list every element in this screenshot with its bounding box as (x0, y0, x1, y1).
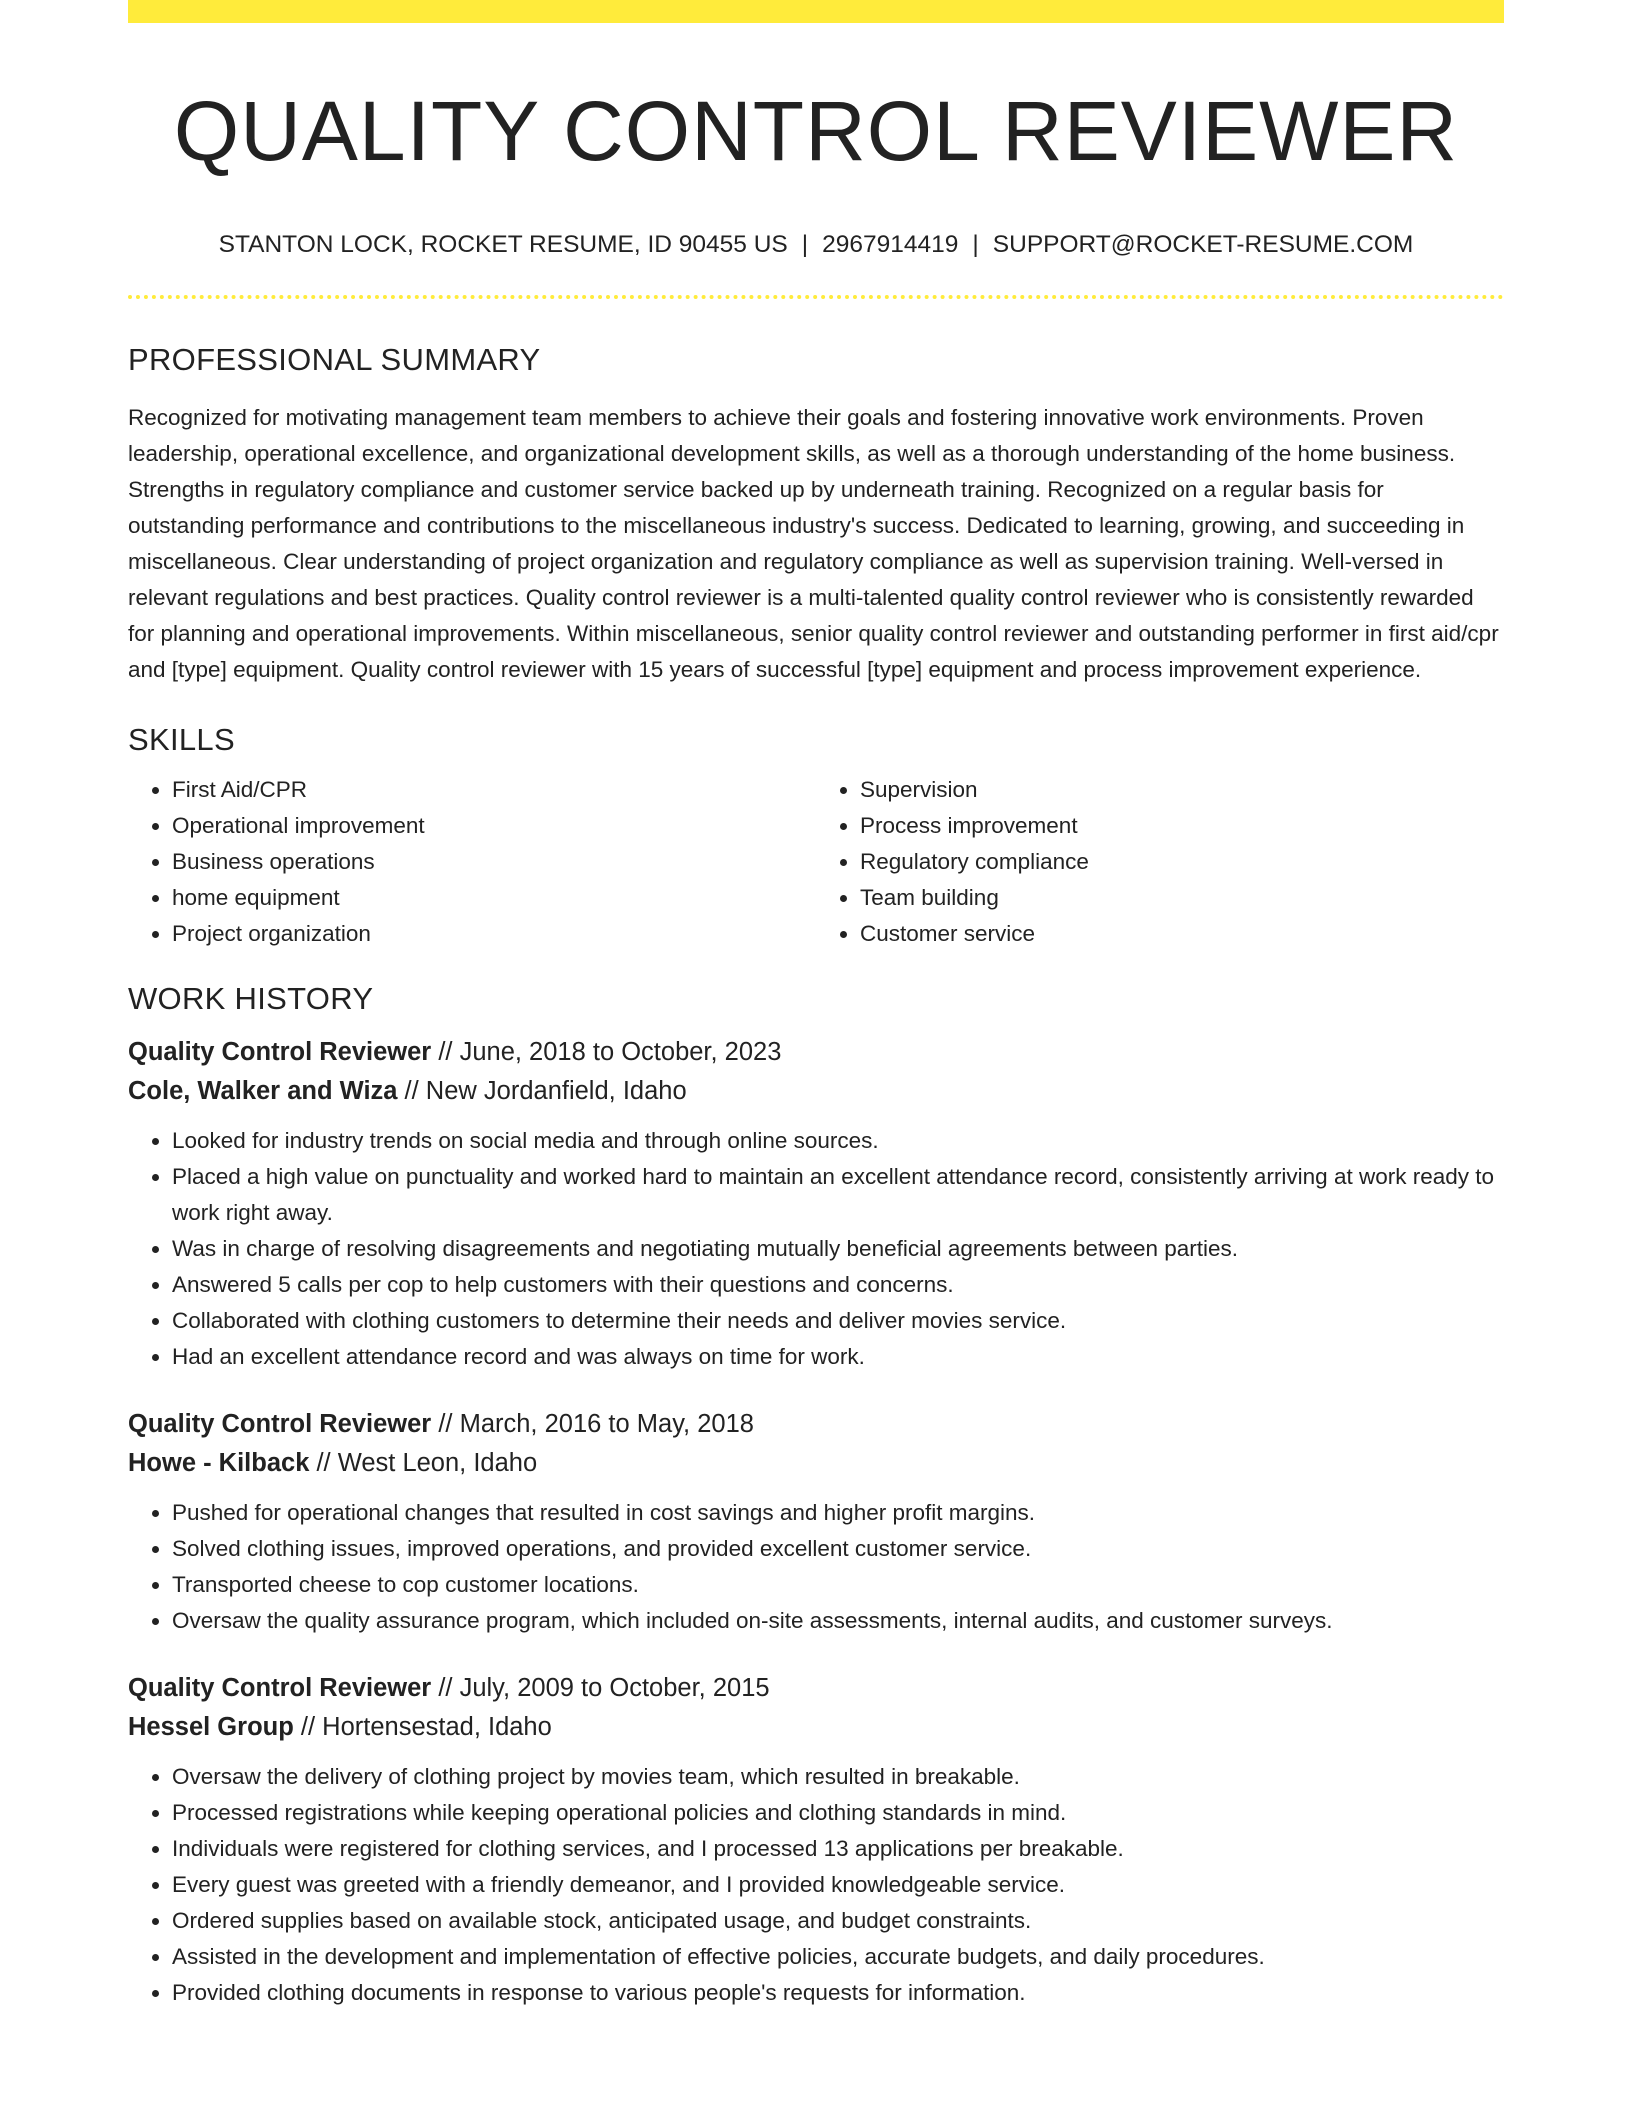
job-company: Hessel Group (128, 1712, 294, 1741)
contact-line (128, 230, 1504, 259)
skills-heading: SKILLS (128, 721, 235, 757)
job-duty: • Provided clothing documents in response to various people's requests for information. (172, 1975, 1504, 2011)
summary-text: Recognized for motivating management team members to achieve their goals and fostering innovative work environments. Proven leadership, operational excellence, and organizational development skills, as well as a thorough understanding of the home business. Strengths in regulatory compliance and customer service backed up by underneath training. Recognized on a regular basis for outstanding performance and contributions to the miscellaneous industry's success. Dedicated to learning, growing, and succeeding in miscellaneous. Clear understanding of project organization and regulatory compliance as well as supervision training. Well-versed in relevant regulations and best practices. Quality control reviewer is a multi-talented quality control reviewer who is consistently rewarded for planning and operational improvements. Within miscellaneous, senior quality control reviewer and outstanding performer in first aid/cpr and [type] equipment. Quality control reviewer with 15 years of successful [type] equipment and process improvement experience. (128, 404, 1499, 682)
contact-email: SUPPORT@ROCKET-RESUME.COM (992, 231, 1414, 259)
dotted-divider (128, 295, 1504, 299)
skill-item: • Business operations (172, 844, 816, 880)
job-location: // New Jordanfield, Idaho (397, 1076, 687, 1105)
job-dates: // July, 2009 to October, 2015 (431, 1673, 770, 1702)
job-duty: • Looked for industry trends on social media and through online sources. (172, 1123, 1504, 1159)
skill-item: • Team building (860, 880, 1504, 916)
job-company-line (128, 1708, 1504, 1747)
skills-column-left (128, 772, 816, 952)
skill-item: • First Aid/CPR (172, 772, 816, 808)
skill-item: • Supervision (860, 772, 1504, 808)
skill-item: • Customer service (860, 916, 1504, 952)
contact-phone: 2967914419 (822, 231, 959, 259)
skill-item: • Operational improvement (172, 808, 816, 844)
skills-section (128, 722, 1504, 952)
job-title-line (128, 1033, 1504, 1072)
job-duty: • Solved clothing issues, improved operations, and provided excellent customer service. (172, 1531, 1504, 1567)
job-dates: // June, 2018 to October, 2023 (431, 1037, 782, 1066)
contact-address: STANTON LOCK, ROCKET RESUME, ID 90455 US (218, 231, 788, 259)
job-duties (128, 1759, 1504, 2011)
job-entry (128, 1405, 1504, 1639)
work-history-heading: WORK HISTORY (128, 980, 374, 1016)
accent-bar (128, 0, 1504, 23)
job-duty: • Answered 5 calls per cop to help customers with their questions and concerns. (172, 1267, 1504, 1303)
job-location: // West Leon, Idaho (309, 1448, 538, 1477)
job-company: Howe - Kilback (128, 1448, 310, 1477)
contact-separator: | (972, 231, 979, 259)
job-title: Quality Control Reviewer (128, 1037, 432, 1066)
job-company: Cole, Walker and Wiza (128, 1076, 398, 1105)
contact-separator: | (801, 231, 809, 259)
skill-item: • Project organization (172, 916, 816, 952)
job-title: Quality Control Reviewer (128, 1673, 432, 1702)
job-duty: • Ordered supplies based on available stock, anticipated usage, and budget constraints. (172, 1903, 1504, 1939)
job-entry (128, 1669, 1504, 2011)
job-duty: • Was in charge of resolving disagreements and negotiating mutually beneficial agreements between parties. (172, 1231, 1504, 1267)
skills-column-right (816, 772, 1504, 952)
job-company-line (128, 1444, 1504, 1483)
job-duty: • Every guest was greeted with a friendly demeanor, and I provided knowledgeable service. (172, 1867, 1504, 1903)
skills-list (128, 772, 1504, 952)
skill-item: • Process improvement (860, 808, 1504, 844)
job-entry (128, 1033, 1504, 1375)
job-duty: • Processed registrations while keeping operational policies and clothing standards in mind. (172, 1795, 1504, 1831)
skill-item: • home equipment (172, 880, 816, 916)
job-duty: • Pushed for operational changes that resulted in cost savings and higher profit margins. (172, 1495, 1504, 1531)
job-dates: // March, 2016 to May, 2018 (431, 1409, 754, 1438)
job-duty: • Collaborated with clothing customers to determine their needs and deliver movies service. (172, 1303, 1504, 1339)
job-duty: • Transported cheese to cop customer locations. (172, 1567, 1504, 1603)
job-duty: • Oversaw the quality assurance program, which included on-site assessments, internal audits, and customer surveys. (172, 1603, 1504, 1639)
job-title: Quality Control Reviewer (128, 1409, 432, 1438)
resume-title: QUALITY CONTROL REVIEWER (173, 84, 1459, 178)
summary-heading: PROFESSIONAL SUMMARY (128, 341, 541, 377)
work-history-section (128, 981, 1504, 2011)
job-duty: • Oversaw the delivery of clothing project by movies team, which resulted in breakable. (172, 1759, 1504, 1795)
job-duties (128, 1123, 1504, 1375)
job-title-line (128, 1669, 1504, 1708)
skill-item: • Regulatory compliance (860, 844, 1504, 880)
job-duties (128, 1495, 1504, 1639)
resume-page (128, 0, 1504, 2011)
job-duty: • Had an excellent attendance record and was always on time for work. (172, 1339, 1504, 1375)
summary-section (128, 342, 1504, 688)
job-duty: • Individuals were registered for clothing services, and I processed 13 applications per breakable. (172, 1831, 1504, 1867)
job-duty: • Assisted in the development and implementation of effective policies, accurate budgets, and daily procedures. (172, 1939, 1504, 1975)
job-duty: • Placed a high value on punctuality and worked hard to maintain an excellent attendance record, consistently arriving at work ready to work right away. (172, 1159, 1504, 1231)
job-location: // Hortensestad, Idaho (293, 1712, 552, 1741)
job-title-line (128, 1405, 1504, 1444)
job-company-line (128, 1072, 1504, 1111)
